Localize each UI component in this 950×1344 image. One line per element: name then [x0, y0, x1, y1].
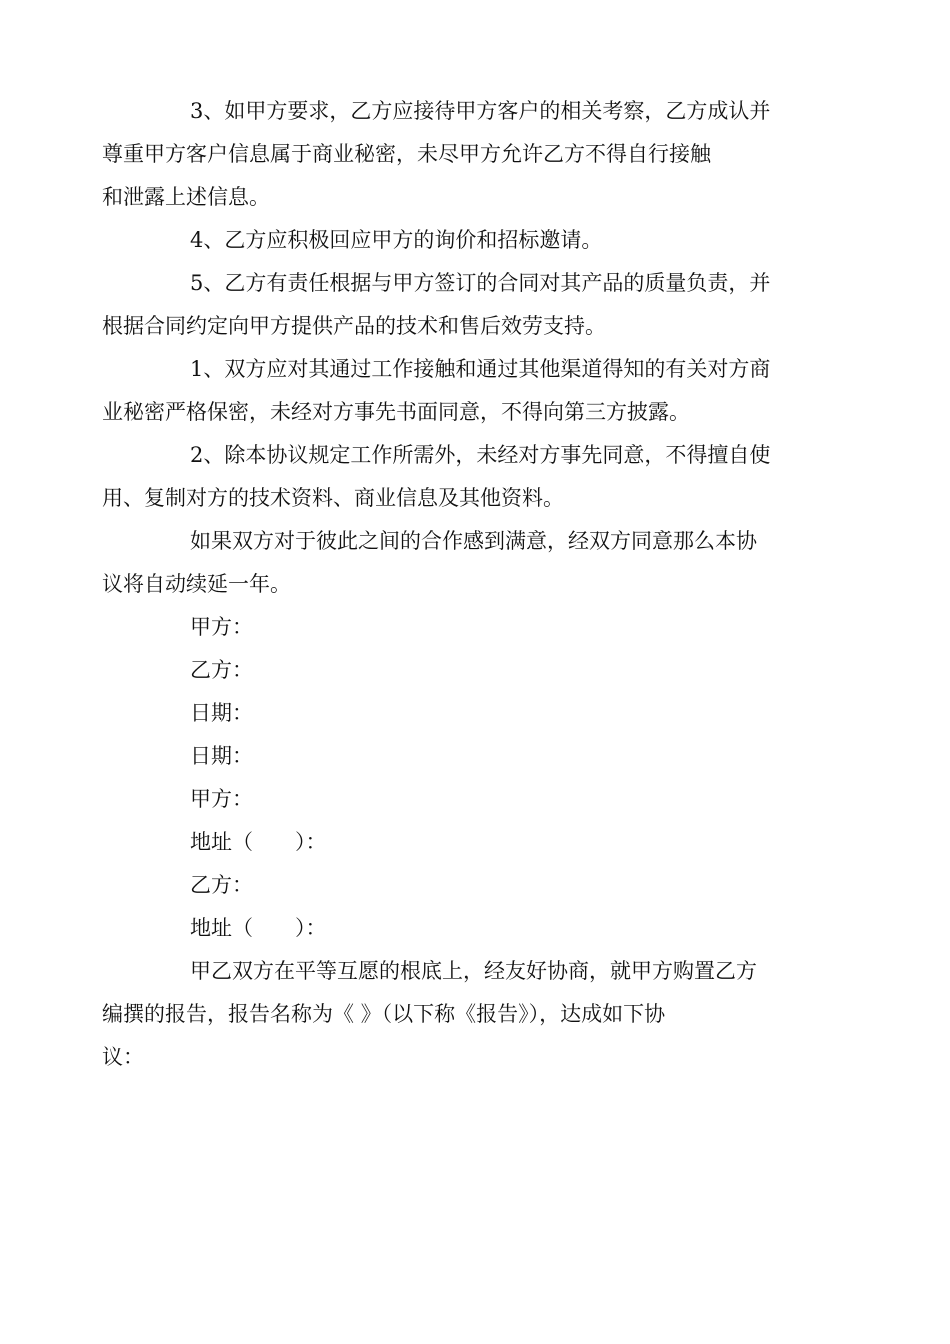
paragraph-line: 4、乙方应积极回应甲方的询价和招标邀请。: [190, 228, 603, 252]
field-party-b: 乙方：: [190, 873, 253, 897]
paragraph-clause-4: [146, 219, 806, 262]
field-date: 日期：: [190, 744, 253, 768]
paragraph-line: 1、双方应对其通过工作接触和通过其他渠道得知的有关对方商: [190, 357, 771, 381]
paragraph-confidentiality-2: [102, 434, 806, 520]
paragraph-line: 业秘密严格保密，未经对方事先书面同意，不得向第三方披露。: [102, 400, 690, 424]
paragraph-renewal: [102, 520, 806, 606]
paragraph-confidentiality-1: [102, 348, 806, 434]
paragraph-line: 根据合同约定向甲方提供产品的技术和售后效劳支持。: [102, 314, 606, 338]
paragraph-clause-3: [102, 90, 806, 219]
field-date: 日期：: [190, 701, 253, 725]
field-address: 地址（ ）：: [190, 830, 327, 854]
paragraph-line: 和泄露上述信息。: [102, 185, 270, 209]
paragraph-line: 尊重甲方客户信息属于商业秘密，未尽甲方允许乙方不得自行接触: [102, 142, 711, 166]
paragraph-clause-5: [102, 262, 806, 348]
document-body: [102, 90, 806, 1079]
paragraph-line: 2、除本协议规定工作所需外，未经对方事先同意，不得擅自使: [190, 443, 771, 467]
field-address: 地址（ ）：: [190, 916, 327, 940]
paragraph-line: 5、乙方有责任根据与甲方签订的合同对其产品的质量负责，并: [190, 271, 771, 295]
paragraph-line: 编撰的报告，报告名称为《 》（以下称《报告》），达成如下协: [102, 1002, 666, 1026]
field-party-b: 乙方：: [190, 658, 253, 682]
paragraph-line: 用、复制对方的技术资料、商业信息及其他资料。: [102, 486, 564, 510]
paragraph-line: 议将自动续延一年。: [102, 572, 291, 596]
field-party-a: 甲方：: [190, 787, 253, 811]
field-party-a: 甲方：: [190, 615, 253, 639]
paragraph-line: 如果双方对于彼此之间的合作感到满意，经双方同意那么本协: [190, 529, 757, 553]
paragraph-closing: [102, 950, 806, 1079]
paragraph-line: 3、如甲方要求，乙方应接待甲方客户的相关考察，乙方成认并: [190, 99, 771, 123]
paragraph-line: 甲乙双方在平等互愿的根底上，经友好协商，就甲方购置乙方: [190, 959, 757, 983]
paragraph-line: 议：: [102, 1045, 144, 1069]
